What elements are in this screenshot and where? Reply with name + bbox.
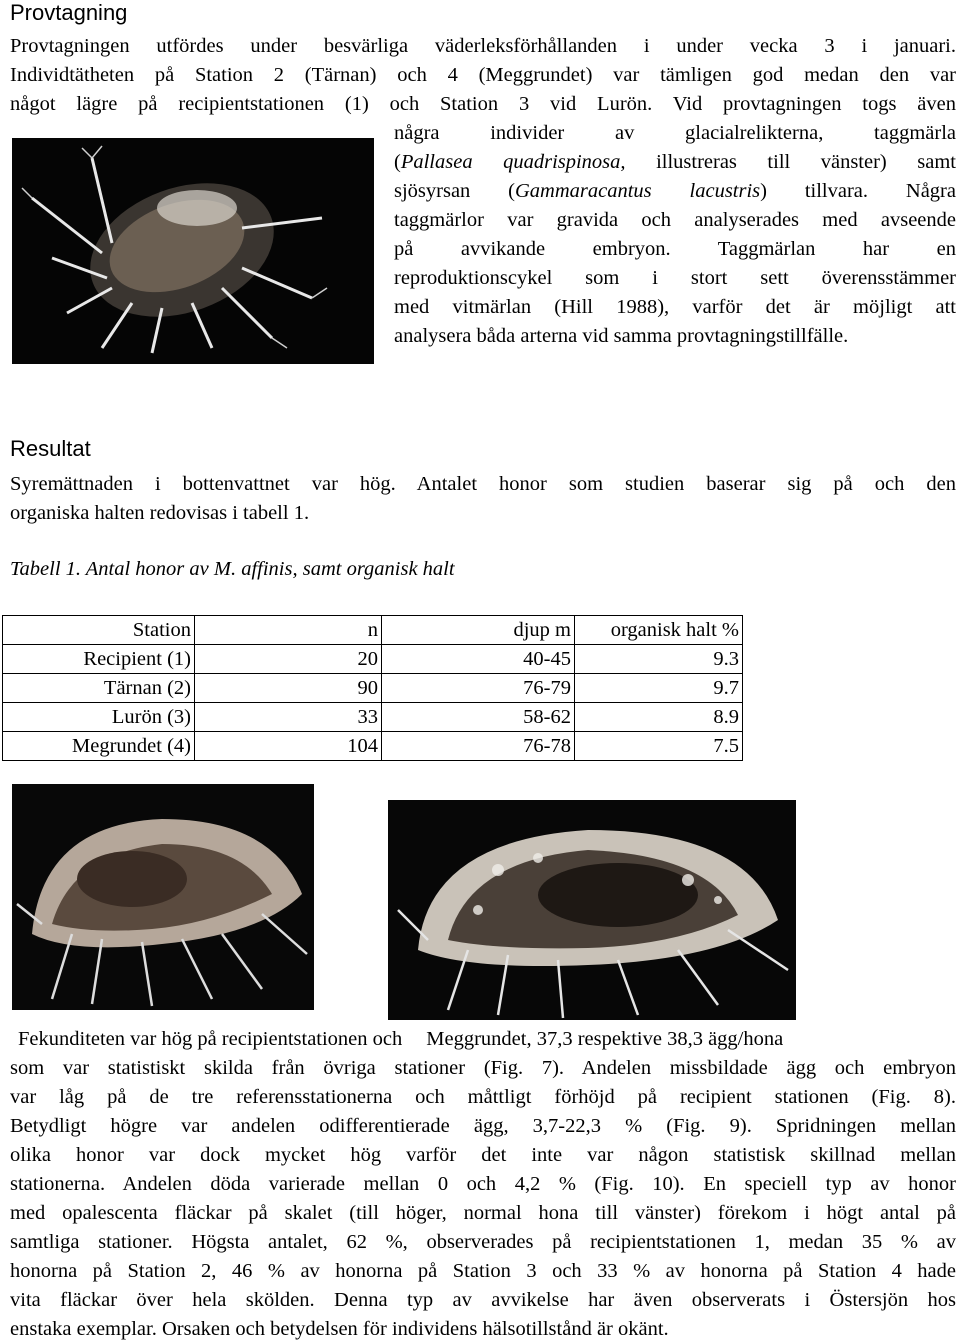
text-line: på avvikande embryon. Taggmärlan har en — [394, 238, 956, 260]
heading-resultat: Resultat — [10, 436, 91, 461]
text-line: reproduktionscykel som i stort sett överensstämmer — [394, 267, 956, 289]
text-line: analysera båda arterna vid samma provtagningstillfälle. — [394, 325, 849, 347]
provtagning-paragraph-top — [10, 32, 956, 119]
text-line: som var statistiskt skilda från övriga stationer (Fig. 7). Andelen missbildade ägg och embryon — [10, 1057, 956, 1079]
text-line: med vitmärlan (Hill 1988), varför det är möjligt att — [394, 296, 956, 318]
text-line: samtliga stationer. Högsta antalet, 62 %, observerades på recipientstationen 1, medan 35 % av — [10, 1231, 956, 1253]
table-cell: 9.7 — [575, 674, 743, 703]
text-line: (Pallasea quadrispinosa, illustreras till vänster) samt — [394, 151, 956, 173]
amphipod-illustration — [12, 138, 374, 364]
table-cell: 40-45 — [382, 645, 575, 674]
table-cell: Tärnan (2) — [3, 674, 195, 703]
table-cell: Megrundet (4) — [3, 732, 195, 761]
header-cell: n — [195, 616, 382, 645]
table-cell: 58-62 — [382, 703, 575, 732]
text-line: sjösyrsan (Gammaracantus lacustris) tillvara. Några — [394, 180, 956, 202]
text-line: taggmärlor var gravida och analyserades med avseende — [394, 209, 956, 231]
text-line: några individer av glacialrelikterna, taggmärla — [394, 122, 956, 144]
amphipod-illustration — [388, 800, 796, 1020]
table-caption: Tabell 1. Antal honor av M. affinis, samt organisk halt — [10, 558, 455, 580]
amphipod-photo-spotted — [388, 800, 796, 1020]
table-cell: 90 — [195, 674, 382, 703]
provtagning-paragraph-side — [394, 119, 956, 351]
table-row — [3, 674, 743, 703]
table-row — [3, 645, 743, 674]
text-line: honorna på Station 2, 46 % av honorna på Station 3 och 33 % av honorna på Station 4 hade — [10, 1260, 956, 1282]
header-cell: organisk halt % — [575, 616, 743, 645]
resultat-paragraph — [10, 470, 956, 528]
table-cell: 7.5 — [575, 732, 743, 761]
text-line: Fekunditeten var hög på recipientstationen och Meggrundet, 37,3 respektive 38,3 ägg/hona — [18, 1028, 784, 1050]
text-line: något lägre på recipientstationen (1) och Station 3 vid Lurön. Vid provtagningen togs även — [10, 93, 956, 115]
data-table — [2, 615, 743, 761]
table-cell: 76-78 — [382, 732, 575, 761]
header-cell: Station — [3, 616, 195, 645]
text-line: med opalescenta fläckar på skalet (till höger, normal hona till vänster) förekom i högt antal på — [10, 1202, 956, 1224]
text-line: organiska halten redovisas i tabell 1. — [10, 502, 310, 524]
amphipod-photo-normal — [12, 784, 314, 1010]
amphipod-illustration — [12, 784, 314, 1010]
text-line: olika honor var dock mycket hög varför det inte var någon statistisk skillnad mellan — [10, 1144, 956, 1166]
table-cell: Recipient (1) — [3, 645, 195, 674]
amphipod-photo-pallasea — [12, 138, 374, 364]
text-line: var låg på de tre referensstationerna och måttligt förhöjd på recipient stationen (Fig. 8). — [10, 1086, 956, 1108]
table-row — [3, 732, 743, 761]
text-line: enstaka exemplar. Orsaken och betydelsen för individens hälsotillstånd är okänt. — [10, 1318, 669, 1340]
text-line: stationerna. Andelen döda varierade mellan 0 och 4,2 % (Fig. 10). En speciell typ av honor — [10, 1173, 956, 1195]
text-line: Betydligt högre var andelen odifferentierade ägg, 3,7-22,3 % (Fig. 9). Spridningen mellan — [10, 1115, 956, 1137]
header-cell: djup m — [382, 616, 575, 645]
table-cell: 104 — [195, 732, 382, 761]
table-cell: 76-79 — [382, 674, 575, 703]
table-row — [3, 703, 743, 732]
text-line: vita fläckar över hela skölden. Denna typ av avvikelse har även observerats i Östersjön hos — [10, 1289, 956, 1311]
text-line: Individtätheten på Station 2 (Tärnan) och 4 (Meggrundet) var tämligen god medan den var — [10, 64, 956, 86]
table-header-row — [3, 616, 743, 645]
table-cell: 9.3 — [575, 645, 743, 674]
text-line: Syremättnaden i bottenvattnet var hög. Antalet honor som studien baserar sig på och den — [10, 473, 956, 495]
table-cell: 33 — [195, 703, 382, 732]
table-cell: Lurön (3) — [3, 703, 195, 732]
text-line: Provtagningen utfördes under besvärliga väderleksförhållanden i under vecka 3 i januari. — [10, 35, 956, 57]
table-cell: 8.9 — [575, 703, 743, 732]
fekunditet-paragraph — [10, 1025, 956, 1344]
table-cell: 20 — [195, 645, 382, 674]
heading-provtagning: Provtagning — [10, 0, 128, 25]
